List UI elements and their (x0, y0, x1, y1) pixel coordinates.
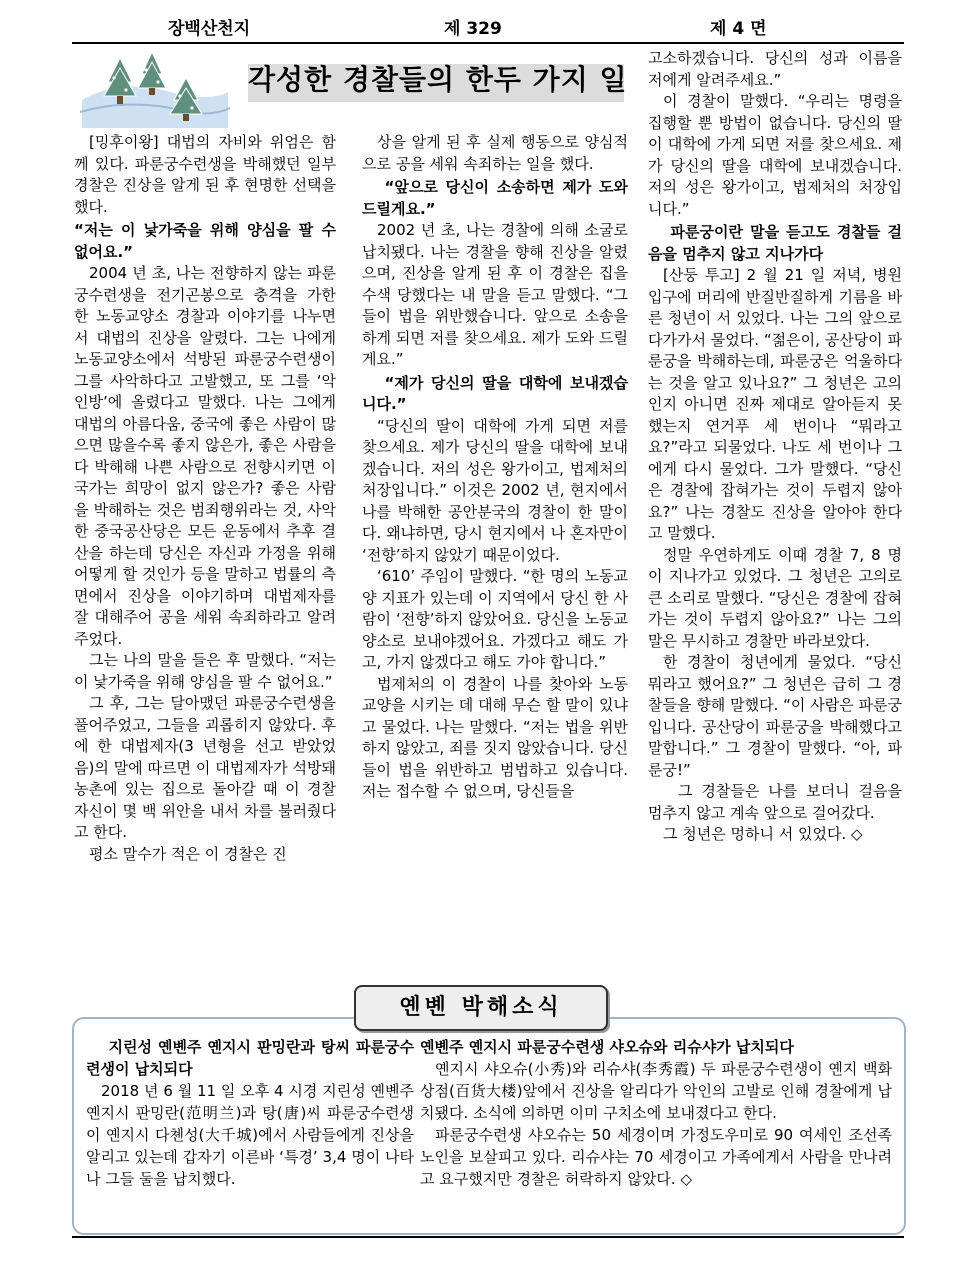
paragraph: 그는 나의 말을 들은 후 말했다. “저는 이 낯가죽을 위해 양심을 팔 수 없어요.” (74, 651, 336, 691)
paragraph: 정말 우연하게도 이때 경찰 7, 8 명이 지나가고 있었다. 그 청년은 고의로 큰 소리로 말했다. “당신은 경찰에 잡혀가는 것이 두렵지 않아요?” 나는 그의 말은 무시하고 경찰만 바라보았다. (648, 545, 902, 650)
paragraph: [밍후이왕] 대법의 자비와 위엄은 함께 있다. 파룬궁수련생을 박해했던 일부 경찰은 진상을 알게 된 후 현명한 선택을 했다. (74, 133, 336, 216)
subheading: “제가 당신의 딸을 대학에 보내겠습니다.” (362, 373, 628, 413)
publication-name: 장백산천지 (168, 19, 251, 39)
page-number: 제 4 면 (710, 19, 767, 39)
news-paragraph: 2018 년 6 월 11 일 오후 4 시경 지린성 옌볜주 옌지시 판밍란(范明兰)과 탕(唐)씨 파룬궁수련생이 옌지시 다쳰성(大千城)에서 사람들에게 진상을 알리고 있는데 갑자기 이른바 ‘특경’ 3,4 명이 나타나 그들 둘을 납치했다. (86, 1082, 414, 1188)
paragraph: “당신의 딸이 대학에 가게 되면 저를 찾으세요. 제가 당신의 딸을 대학에 보내겠습니다. 저의 성은 왕가이고, 법제처의 처장입니다.” 이것은 2002 년, 현지에서 나를 박해한 공안분국의 경찰이 한 말이다. 왜냐하면, 당시 현지에서 나 혼자만이 ‘전향’하지 않았기 때문이었다. (362, 416, 628, 564)
article-column-1 (74, 132, 336, 865)
header-rule (72, 42, 904, 44)
paragraph: 상을 알게 된 후 실제 행동으로 양심적으로 공을 세워 속죄하는 일을 했다. (362, 133, 628, 173)
article-column-3 (648, 48, 902, 846)
paragraph: ‘610’ 주임이 말했다. “한 명의 노동교양 지표가 있는데 이 지역에서 당신 한 사람이 ‘전향’하지 않았어요. 당신을 노동교양소로 보내야겠어요. 가겠다고 해도 가고, 가지 않겠다고 해도 가야 합니다.” (362, 567, 628, 671)
paragraph: 법제처의 이 경찰이 나를 찾아와 노동교양을 시키는 데 대해 무슨 할 말이 있냐고 물었다. 나는 말했다. “저는 법을 위반하지 않았고, 죄를 짓지 않았습니다. 당신들이 법을 위반하고 범법하고 있습니다. 저는 접수할 수 없으며, 당신들을 (362, 674, 628, 800)
paragraph: 그 경찰들은 나를 보더니 걸음을 멈추지 않고 계속 앞으로 걸어갔다. (648, 782, 902, 822)
issue-number: 제 329 (444, 19, 502, 39)
paragraph: 한 경찰이 청년에게 물었다. “당신 뭐라고 했어요?” 그 청년은 급히 그 경찰들을 향해 말했다. “이 사람은 파룬궁입니다. 공산당이 파룬궁을 박해했다고 말합니다.” 그 경찰이 말했다. “아, 파룬궁!” (648, 653, 902, 779)
article-title: 각성한 경찰들의 한두 가지 일 (248, 63, 628, 96)
footer-rule (72, 1236, 904, 1238)
paragraph: 그 청년은 멍하니 서 있었다. ◇ (663, 825, 863, 843)
paragraph: 이 경찰이 말했다. “우리는 명령을 집행할 뿐 방법이 없습니다. 당신의 딸이 대학에 가게 되면 저를 찾으세요. 제가 당신의 딸을 대학에 보내겠습니다. 저의 성은 왕가이고, 법제처의 처장입니다.” (648, 92, 902, 218)
news-paragraph: 파룬궁수련생 샤오슈는 50 세경이며 가정도우미로 90 여세인 조선족 노인을 보살피고 있다. 리슈샤는 70 세경이고 가족에게서 사람을 만나려고 요구했지만 경찰은 허락하지 않았다. ◇ (420, 1126, 892, 1188)
subheading: 파룬궁이란 말을 듣고도 경찰들 걸음을 멈추지 않고 지나가다 (648, 223, 902, 263)
paragraph: 2002 년 초, 나는 경찰에 의해 소굴로 납치됐다. 나는 경찰을 향해 진상을 알렸으며, 진상을 알게 된 후 이 경찰은 집을 수색 당했다는 내 말을 듣고 말했다. “그들이 법을 위반했습니다. 앞으로 소송을 하게 되면 저를 찾으세요. 제가 도와 드릴게요.” (362, 221, 628, 368)
news-headline: 옌볜주 옌지시 파룬궁수련생 샤오슈와 리슈샤가 납치되다 (420, 1038, 794, 1056)
news-headline: 지린성 옌볜주 옌지시 판밍란과 탕씨 파룬궁수련생이 납치되다 (86, 1038, 414, 1078)
subheading: “앞으로 당신이 소송하면 제가 도와 드릴게요.” (362, 178, 628, 218)
snowy-trees-icon (80, 48, 230, 128)
paragraph: 2004 년 초, 나는 전향하지 않는 파룬궁수련생을 전기곤봉으로 충격을 가한 한 노동교양소 경찰과 이야기를 나누면서 대법의 진상을 알렸다. 그는 나에게 노동교양소에서 석방된 파룬궁수련생이 그를 사악하다고 고발했고, 또 그를 ‘악인방’에 올렸다고 말했다. 나는 그에게 대법의 아름다움, 중국에 좋은 사람이 많으면 많을수록 좋지 않은가, 좋은 사람을 다 박해해 나쁜 사람으로 전향시키면 이 국가는 희망이 없지 않은가? 좋은 사람을 박해하는 것은 범죄행위라는 것, 사악한 중국공산당은 모든 운동에서 추후 결산을 하는데 당신은 자신과 가정을 위해 어떻게 할 것인가 등을 말하고 법률의 측면에서 진상을 이야기하며 대법제자를 잘 대해주어 공을 세워 속죄하라고 알려주었다. (74, 264, 336, 648)
news-banner: 옌볜 박해소식 (354, 985, 608, 1031)
paragraph: 그 후, 그는 달아맸던 파룬궁수련생을 풀어주었고, 그들을 괴롭히지 않았다. 후에 한 대법제자(3 년형을 선고 받았었음)의 말에 따르면 이 대법제자가 석방돼 농촌에 있는 집으로 돌아갈 때 이 경찰 자신이 몇 백 위안을 내서 차를 불러줬다고 한다. (74, 694, 336, 841)
article-column-2 (362, 132, 628, 803)
article-title-block (80, 48, 636, 128)
paragraph: [산둥 투고] 2 월 21 일 저녁, 병원 입구에 머리에 반질반질하게 기름을 바른 청년이 서 있었다. 나는 그의 앞으로 다가가서 물었다. “젊은이, 공산당이 파룬궁을 박해하는데, 파룬궁은 억울하다는 것을 알고 있나요?” 그 청년은 고의인지 아니면 진짜 제대로 알아듣지 못했는지 연거푸 세 번이나 “뭐라고요?”라고 되물었다. 나도 세 번이나 그에게 다시 물었다. 그가 말했다. “당신은 경찰에 잡혀가는 것이 두렵지 않아요?” 나는 경찰도 진상을 알아야 한다고 말했다. (648, 266, 902, 542)
news-column-left (86, 1036, 414, 1190)
paragraph: 고소하겠습니다. 당신의 성과 이름을 저에게 알려주세요.” (648, 49, 902, 89)
news-paragraph: 옌지시 샤오슈(小秀)와 리슈샤(李秀霞) 두 파룬궁수련생이 옌지 백화상점(百货大楼)앞에서 진상을 알리다가 악인의 고발로 인해 경찰에게 납치됐다. 소식에 의하면 이미 구치소에 보내졌다고 한다. (420, 1060, 892, 1122)
paragraph: 평소 말수가 적은 이 경찰은 진 (89, 844, 287, 863)
news-column-right (420, 1036, 892, 1190)
subheading: “저는 이 낯가죽을 위해 양심을 팔 수 없어요.” (74, 221, 336, 261)
